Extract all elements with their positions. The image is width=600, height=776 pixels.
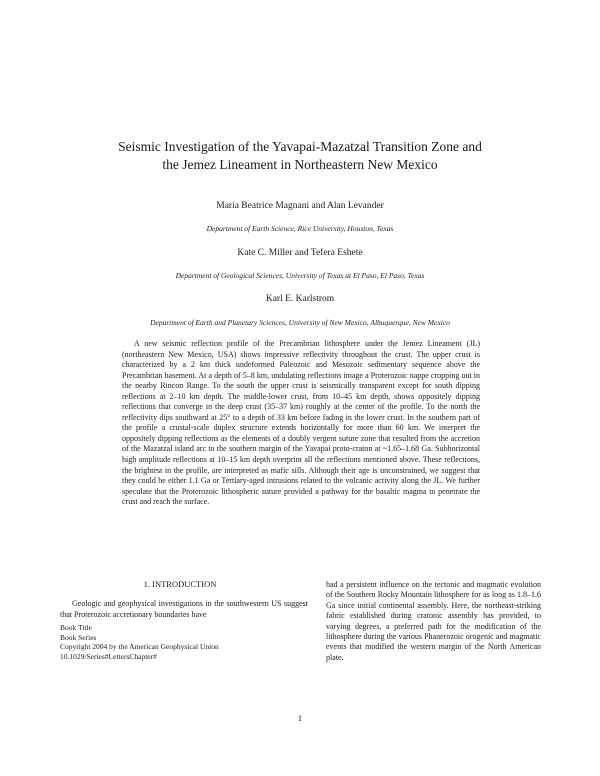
author-names-1: Maria Beatrice Magnani and Alan Levander [216, 201, 384, 211]
section-heading-introduction: 1. INTRODUCTION [143, 579, 217, 589]
intro-paragraph-right: had a persistent influence on the tectonic and magmatic evolution of the Southern Rocky Mountain lithosphere for as long as 1.8–1.6 Ga since initial continental assembly. Here, the northeast-striking fabric established during cratonic assembly has provided, to varying degrees, a preferred path for the modification of the lithosphere during the various Phanerozoic orogenic and magmatic events that modified the western margin of the North American plate. [326, 580, 541, 662]
author-names-2: Kate C. Miller and Tefera Eshete [237, 248, 363, 258]
intro-paragraph-left: Geologic and geophysical investigations in the southwestern US suggest that Proterozoic accretionary boundaries have [60, 599, 308, 619]
footnote-book-title: Book Title [60, 623, 92, 633]
author-affiliation-1: Department of Earth Science, Rice University, Houston, Texas [206, 224, 394, 233]
author-affiliation-3: Department of Earth and Planetary Sciences, University of New Mexico, Albuquerque, New Mexico [150, 318, 450, 327]
abstract-text: A new seismic reflection profile of the Precambrian lithosphere under the Jemez Lineament (JL) (northeastern New Mexico, USA) shows impressive reflectivity throughout the crust. The upper crust is characterized by a 2 km thick undeformed Paleozoic and Mesozoic sedimentary sequence above the Precambrian basement. At a depth of 5–8 km, undulating reflections image a Proterozoic nappe cropping out in the nearby Rincon Range. To the south the upper crust is seismically transparent except for south dipping reflections at 2–10 km depth. The middle-lower crust, from 10–45 km depth, shows oppositely dipping reflections that converge in the deep crust (35–37 km) roughly at the center of the profile. To the north the reflectivity dips southward at 25° to a depth of 33 km before fading in the lower crust. In the southern part of the profile a crustal-scale duplex structure extends horizontally for more than 60 km. We interpret the oppositely dipping reflections as the elements of a doubly vergent suture zone that resulted from the accretion of the Mazatzal island arc to the southern margin of the Yavapai proto-craton at ~1.65–1.68 Ga. Subhorizontal high amplitude reflections at 10–15 km depth overprint all the reflections mentioned above. These reflections, the brightest in the profile, are interpreted as mafic sills. Although their age is unconstrained, we suggest that they could be either 1.1 Ga or Tertiary-aged intrusions related to the volcanic activity along the JL. We further speculate that the Proterozoic lithospheric suture provided a pathway for the basaltic magma to penetrate the crust and reach the surface. [122, 339, 480, 507]
paper-title: Seismic Investigation of the Yavapai-Mazatzal Transition Zone and the Jemez Lineament in Northeastern New Mexico [118, 139, 482, 172]
abstract [122, 339, 480, 508]
right-column [326, 580, 541, 663]
left-column [60, 579, 308, 662]
footnote-copyright: Copyright 2004 by the American Geophysical Union [60, 642, 219, 652]
page-number: 1 [297, 713, 303, 723]
footnote-book-series: Book Series [60, 632, 97, 642]
author-affiliation-2: Department of Geological Sciences, University of Texas at El Paso, El Paso, Texas [175, 271, 425, 280]
author-names-3: Karl E. Karlstrom [265, 294, 335, 304]
footnote-doi: 10.1029/Series#LettersChapter# [60, 652, 157, 661]
